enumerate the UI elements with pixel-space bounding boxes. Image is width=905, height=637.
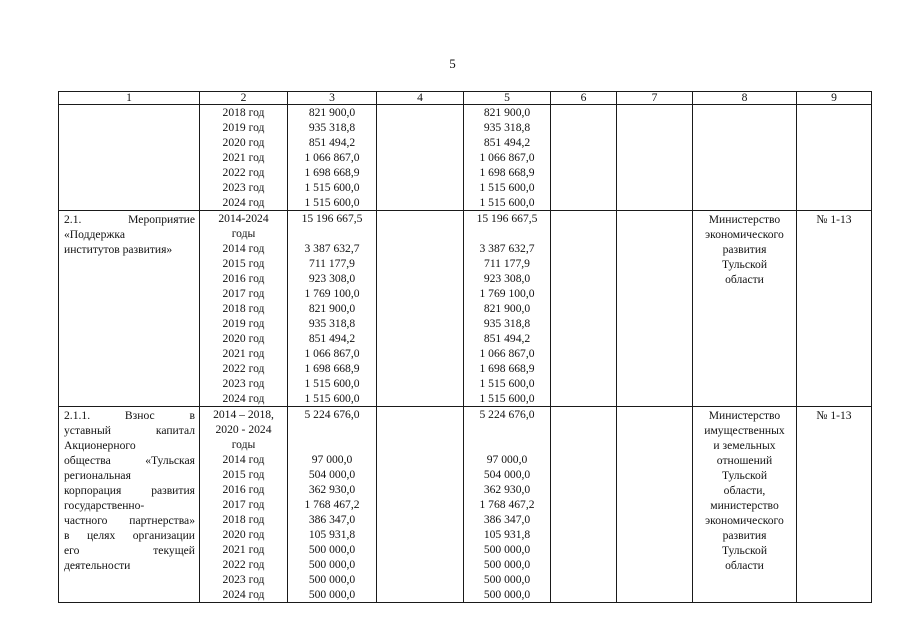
- indicators-cell: № 1-13: [797, 211, 872, 407]
- activity-cell-line: корпорация развития: [64, 484, 195, 497]
- activity-cell-line: общества «Тульская: [64, 454, 195, 467]
- total-funding-cell-line: 851 494,2: [308, 332, 356, 345]
- executor-cell-line: экономического: [705, 514, 784, 527]
- period-cell-line: 2024 год: [222, 196, 265, 209]
- activity-cell-line: государственно-: [64, 499, 145, 512]
- column5-cell-line: 1 698 668,9: [479, 362, 535, 375]
- total-funding-cell-line: 1 066 867,0: [304, 151, 360, 164]
- column4-cell: [377, 105, 464, 211]
- total-funding-cell-line: 711 177,9: [309, 257, 355, 270]
- executor-cell-line: и земельных: [713, 439, 776, 452]
- column7-cell: [617, 211, 693, 407]
- column5-cell-line: 1 515 600,0: [479, 181, 535, 194]
- column5-cell-line: 851 494,2: [483, 332, 531, 345]
- total-funding-cell-line: 1 698 668,9: [304, 166, 360, 179]
- column4-cell: [377, 407, 464, 603]
- column5-cell-line: 15 196 667,5: [476, 212, 538, 225]
- total-funding-cell-line: 1 515 600,0: [304, 181, 360, 194]
- column5-cell-line: 935 318,8: [483, 317, 531, 330]
- executor-cell: [693, 105, 797, 211]
- activity-cell-line: частного партнерства»: [64, 514, 195, 527]
- column6-cell: [551, 105, 617, 211]
- period-cell-line: годы: [231, 438, 256, 451]
- period-cell-line: 2022 год: [222, 166, 265, 179]
- total-funding-cell-line: 1 768 467,2: [304, 498, 360, 511]
- executor-cell-line: имущественных: [704, 424, 785, 437]
- activity-cell-line: Акционерного: [64, 439, 136, 452]
- total-funding-cell-line: 500 000,0: [308, 573, 356, 586]
- column5-cell-line: 1 515 600,0: [479, 377, 535, 390]
- activity-cell: [59, 211, 200, 407]
- total-funding-cell: [288, 105, 377, 211]
- total-funding-cell-line: 5 224 676,0: [304, 408, 360, 421]
- total-funding-cell-line: 935 318,8: [308, 317, 356, 330]
- total-funding-cell-line: 821 900,0: [308, 302, 356, 315]
- column7-cell: [617, 407, 693, 603]
- executor-cell: [693, 211, 797, 407]
- period-cell-line: 2014 год: [222, 242, 265, 255]
- period-cell-line: 2021 год: [222, 347, 265, 360]
- column5-cell-line: 821 900,0: [483, 106, 531, 119]
- period-cell: [200, 407, 288, 603]
- total-funding-cell-line: 386 347,0: [308, 513, 356, 526]
- column5-cell: [464, 105, 551, 211]
- table-row: [59, 105, 872, 211]
- column5-cell-line: [464, 226, 550, 241]
- column5-cell: [464, 407, 551, 603]
- header-cell: 6: [551, 92, 617, 105]
- header-cell: 3: [288, 92, 377, 105]
- executor-cell-line: развития: [722, 529, 767, 542]
- period-cell-line: 2016 год: [222, 483, 265, 496]
- total-funding-cell-line: 362 930,0: [308, 483, 356, 496]
- total-funding-cell-line: [288, 226, 376, 241]
- column5-cell-line: 1 769 100,0: [479, 287, 535, 300]
- period-cell-line: 2021 год: [222, 151, 265, 164]
- column5-cell-line: [464, 437, 550, 452]
- total-funding-cell-line: 500 000,0: [308, 543, 356, 556]
- activity-cell-line: его текущей: [64, 544, 195, 557]
- activity-cell-line: в целях организации: [64, 529, 195, 542]
- activity-cell-line: уставный капитал: [64, 424, 195, 437]
- column5-cell-line: 1 066 867,0: [479, 347, 535, 360]
- total-funding-cell-line: [288, 437, 376, 452]
- period-cell-line: 2019 год: [222, 317, 265, 330]
- total-funding-cell-line: 504 000,0: [308, 468, 356, 481]
- total-funding-cell-line: 1 515 600,0: [304, 392, 360, 405]
- column5-cell-line: 1 515 600,0: [479, 392, 535, 405]
- executor-cell-line: Тульской: [721, 469, 768, 482]
- executor-cell-line: области: [725, 273, 764, 286]
- executor-cell-line: Тульской: [721, 258, 768, 271]
- column7-cell: [617, 105, 693, 211]
- total-funding-cell-line: 105 931,8: [308, 528, 356, 541]
- header-cell: 4: [377, 92, 464, 105]
- page-number: 5: [449, 56, 456, 71]
- total-funding-cell-line: 3 387 632,7: [304, 242, 360, 255]
- column5-cell: [464, 211, 551, 407]
- column5-cell-line: 5 224 676,0: [479, 408, 535, 421]
- total-funding-cell-line: 1 515 600,0: [304, 196, 360, 209]
- period-cell-line: 2015 год: [222, 257, 265, 270]
- period-cell-line: 2023 год: [222, 573, 265, 586]
- period-cell-line: 2023 год: [222, 377, 265, 390]
- period-cell-line: 2020 год: [222, 528, 265, 541]
- total-funding-cell-line: 851 494,2: [308, 136, 356, 149]
- period-cell-line: 2014 – 2018,: [213, 408, 274, 421]
- column5-cell-line: 105 931,8: [483, 528, 531, 541]
- column6-cell: [551, 407, 617, 603]
- column5-cell-line: 1 698 668,9: [479, 166, 535, 179]
- total-funding-cell-line: 500 000,0: [308, 588, 356, 601]
- total-funding-cell-line: 1 515 600,0: [304, 377, 360, 390]
- table-row: [59, 407, 872, 603]
- executor-cell-line: экономического: [705, 228, 784, 241]
- column5-cell-line: 386 347,0: [483, 513, 531, 526]
- header-cell: 8: [693, 92, 797, 105]
- column5-cell-line: 1 768 467,2: [479, 498, 535, 511]
- header-row: [59, 92, 872, 105]
- period-cell-line: 2019 год: [222, 121, 265, 134]
- column5-cell-line: 935 318,8: [483, 121, 531, 134]
- executor-cell-line: развития: [722, 243, 767, 256]
- total-funding-cell-line: 1 698 668,9: [304, 362, 360, 375]
- header-cell: 5: [464, 92, 551, 105]
- header-cell: 1: [59, 92, 200, 105]
- column5-cell-line: 504 000,0: [483, 468, 531, 481]
- budget-table: [58, 91, 872, 603]
- activity-cell: [59, 105, 200, 211]
- total-funding-cell: [288, 407, 377, 603]
- period-cell-line: 2023 год: [222, 181, 265, 194]
- period-cell-line: 2020 год: [222, 136, 265, 149]
- column5-cell-line: 1 515 600,0: [479, 196, 535, 209]
- column5-cell-line: 851 494,2: [483, 136, 531, 149]
- total-funding-cell-line: 1 769 100,0: [304, 287, 360, 300]
- period-cell-line: 2020 - 2024: [215, 423, 272, 436]
- column5-cell-line: [464, 422, 550, 437]
- column5-cell-line: 500 000,0: [483, 573, 531, 586]
- column5-cell-line: 923 308,0: [483, 272, 531, 285]
- column5-cell-line: 711 177,9: [484, 257, 530, 270]
- activity-cell-line: «Поддержка: [64, 228, 125, 241]
- total-funding-cell-line: 923 308,0: [308, 272, 356, 285]
- total-funding-cell-line: 821 900,0: [308, 106, 356, 119]
- period-cell-line: 2018 год: [222, 106, 265, 119]
- activity-cell-line: 2.1.1. Взнос в: [64, 409, 195, 422]
- period-cell-line: 2024 год: [222, 392, 265, 405]
- period-cell-line: 2014 год: [222, 453, 265, 466]
- period-cell-line: 2018 год: [222, 302, 265, 315]
- activity-cell-line: региональная: [64, 469, 131, 482]
- column5-cell-line: 3 387 632,7: [479, 242, 535, 255]
- column5-cell-line: 97 000,0: [486, 453, 528, 466]
- activity-cell-line: институтов развития»: [64, 243, 173, 256]
- period-cell-line: 2020 год: [222, 332, 265, 345]
- executor-cell-line: министерство: [710, 499, 779, 512]
- column5-cell-line: 821 900,0: [483, 302, 531, 315]
- period-cell-line: 2022 год: [222, 362, 265, 375]
- header-cell: 9: [797, 92, 872, 105]
- executor-cell-line: Министерство: [708, 409, 781, 422]
- executor-cell: [693, 407, 797, 603]
- period-cell-line: 2017 год: [222, 498, 265, 511]
- period-cell-line: 2018 год: [222, 513, 265, 526]
- column5-cell-line: 1 066 867,0: [479, 151, 535, 164]
- period-cell-line: 2015 год: [222, 468, 265, 481]
- executor-cell-line: области,: [723, 484, 766, 497]
- executor-cell-line: Тульской: [721, 544, 768, 557]
- executor-cell-line: области: [725, 559, 764, 572]
- period-cell-line: годы: [231, 227, 256, 240]
- header-cell: 7: [617, 92, 693, 105]
- executor-cell-line: отношений: [716, 454, 773, 467]
- period-cell-line: 2021 год: [222, 543, 265, 556]
- column4-cell: [377, 211, 464, 407]
- activity-cell: [59, 407, 200, 603]
- indicators-cell: [797, 105, 872, 211]
- period-cell-line: 2016 год: [222, 272, 265, 285]
- header-cell: 2: [200, 92, 288, 105]
- column5-cell-line: 500 000,0: [483, 558, 531, 571]
- activity-cell-line: 2.1. Мероприятие: [64, 213, 195, 226]
- total-funding-cell-line: 97 000,0: [311, 453, 353, 466]
- total-funding-cell-line: 15 196 667,5: [301, 212, 363, 225]
- total-funding-cell: [288, 211, 377, 407]
- column6-cell: [551, 211, 617, 407]
- indicators-cell: № 1-13: [797, 407, 872, 603]
- column5-cell-line: 362 930,0: [483, 483, 531, 496]
- period-cell: [200, 105, 288, 211]
- total-funding-cell-line: 1 066 867,0: [304, 347, 360, 360]
- period-cell-line: 2022 год: [222, 558, 265, 571]
- period-cell: [200, 211, 288, 407]
- period-cell-line: 2017 год: [222, 287, 265, 300]
- total-funding-cell-line: 935 318,8: [308, 121, 356, 134]
- column5-cell-line: 500 000,0: [483, 543, 531, 556]
- total-funding-cell-line: 500 000,0: [308, 558, 356, 571]
- column5-cell-line: 500 000,0: [483, 588, 531, 601]
- executor-cell-line: Министерство: [708, 213, 781, 226]
- activity-cell-line: деятельности: [64, 559, 131, 572]
- table-row: [59, 211, 872, 407]
- period-cell-line: 2024 год: [222, 588, 265, 601]
- total-funding-cell-line: [288, 422, 376, 437]
- period-cell-line: 2014-2024: [218, 212, 269, 225]
